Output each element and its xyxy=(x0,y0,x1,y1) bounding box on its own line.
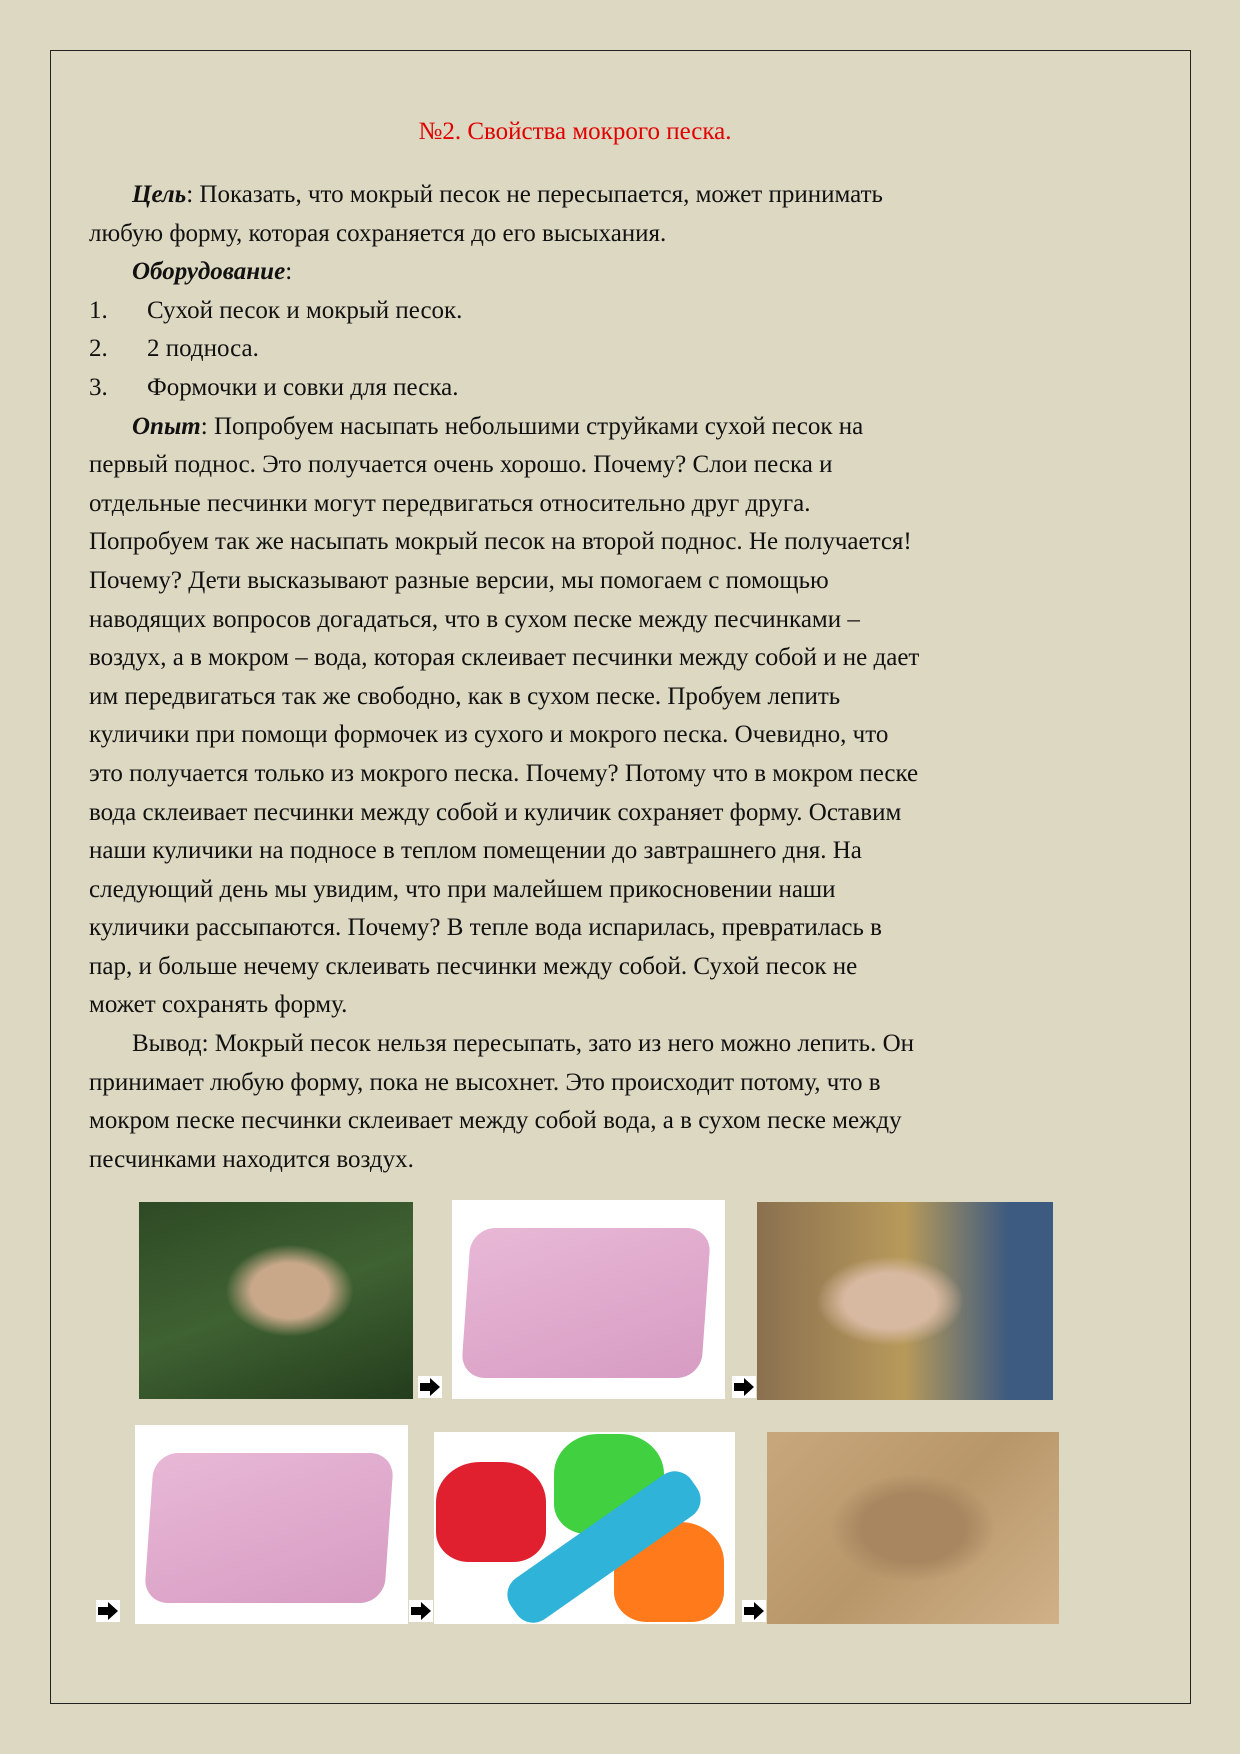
photo-pink-tray-2 xyxy=(135,1425,408,1624)
experiment-line: Почему? Дети высказывают разные версии, мы помогаем с помощью xyxy=(89,566,829,594)
experiment-line: куличики рассыпаются. Почему? В тепле вода испарилась, превратилась в xyxy=(89,914,882,942)
arrow-right-icon xyxy=(409,1600,433,1622)
experiment-line: куличики при помощи формочек из сухого и мокрого песка. Очевидно, что xyxy=(89,721,889,749)
conclusion-line: Вывод: Мокрый песок нельзя пересыпать, зато из него можно лепить. Он xyxy=(132,1030,915,1058)
arrow-right-icon xyxy=(96,1600,120,1622)
photo-hands-wet-sand xyxy=(757,1202,1053,1400)
goal-label: Цель xyxy=(132,181,187,208)
experiment-line: отдельные песчинки могут передвигаться относительно друг друга. xyxy=(89,489,811,517)
equipment-heading: Оборудование: xyxy=(132,258,293,286)
document-body xyxy=(89,176,1089,1179)
experiment-line: вода склеивает песчинки между собой и куличик сохраняет форму. Оставим xyxy=(89,798,902,826)
experiment-line: это получается только из мокрого песка. Почему? Потому что в мокром песке xyxy=(89,759,919,787)
photo-sand-castle xyxy=(767,1432,1059,1624)
experiment-line: воздух, а в мокром – вода, которая склеивает песчинки между собой и не дает xyxy=(89,644,920,672)
photo-pouring-dry-sand xyxy=(139,1202,413,1399)
conclusion-line: песчинками находится воздух. xyxy=(89,1145,414,1173)
photo-pink-tray xyxy=(452,1200,725,1399)
experiment-line: наши куличики на подносе в теплом помещении до завтрашнего дня. На xyxy=(89,837,862,865)
experiment-line: пар, и больше нечему склеивать песчинки между собой. Сухой песок не xyxy=(89,952,858,980)
arrow-right-icon xyxy=(732,1376,756,1398)
experiment-line: Попробуем так же насыпать мокрый песок на второй поднос. Не получается! xyxy=(89,528,912,556)
experiment-line: может сохранять форму. xyxy=(89,991,348,1019)
experiment-line: первый поднос. Это получается очень хорошо. Почему? Слои песка и xyxy=(89,451,833,479)
experiment-line: Опыт: Попробуем насыпать небольшими струйками сухой песок на xyxy=(132,412,864,440)
experiment-label: Опыт xyxy=(132,412,201,440)
conclusion-line: принимает любую форму, пока не высохнет. Это происходит потому, что в xyxy=(89,1068,881,1096)
equipment-item: 1. Сухой песок и мокрый песок. xyxy=(89,296,463,324)
photo-sand-molds-scoop xyxy=(434,1432,735,1624)
arrow-right-icon xyxy=(418,1376,442,1398)
equipment-item: 2. 2 подноса. xyxy=(89,335,259,363)
arrow-right-icon xyxy=(742,1600,766,1622)
goal-line: любую форму, которая сохраняется до его высыхания. xyxy=(89,219,667,247)
experiment-line: наводящих вопросов догадаться, что в сухом песке между песчинками – xyxy=(89,605,860,633)
experiment-line: им передвигаться так же свободно, как в сухом песке. Пробуем лепить xyxy=(89,682,841,710)
goal-line: Цель: Показать, что мокрый песок не пересыпается, может принимать xyxy=(132,181,883,208)
equipment-item: 3. Формочки и совки для песка. xyxy=(89,373,459,401)
conclusion-line: мокром песке песчинки склеивает между собой вода, а в сухом песке между xyxy=(89,1107,902,1135)
experiment-line: следующий день мы увидим, что при малейшем прикосновении наши xyxy=(89,875,836,903)
page-title: №2. Свойства мокрого песка. xyxy=(418,118,732,145)
